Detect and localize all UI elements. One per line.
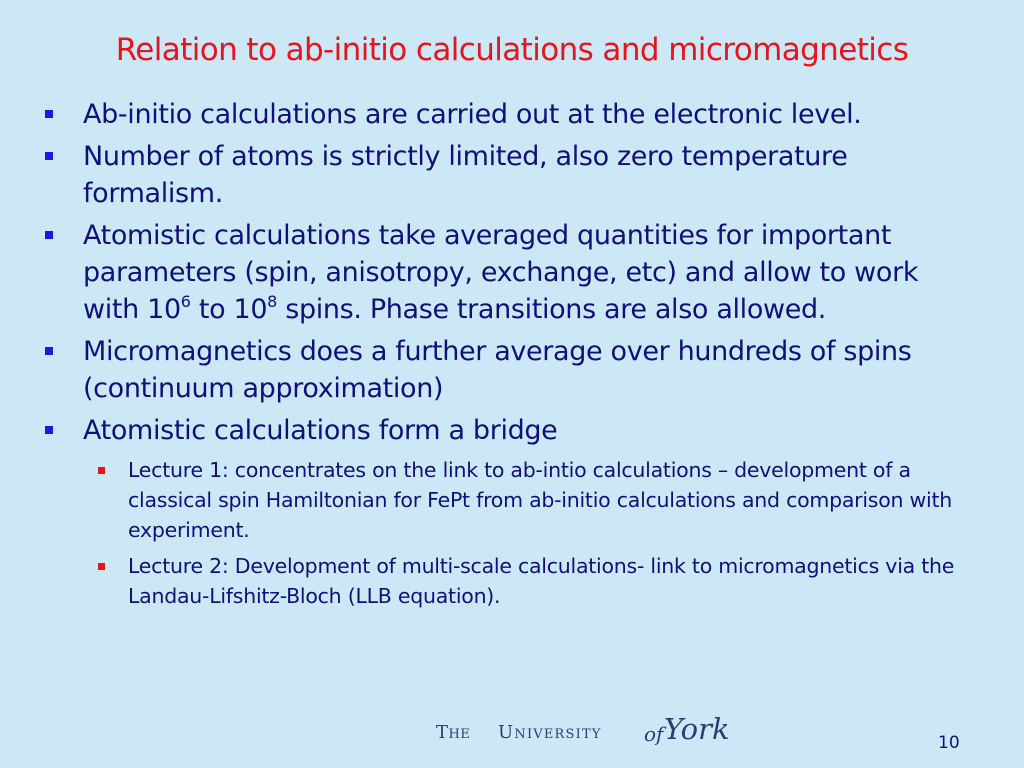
superscript-exponent: 6 — [180, 292, 191, 311]
sub-bullet-list — [83, 455, 980, 611]
sub-bullet-item-lecture-1 — [83, 455, 980, 545]
bullet-text: Number of atoms is strictly limited, also zero temperature formalism. — [83, 141, 848, 209]
bullet-item-number-of-atoms — [40, 138, 980, 212]
square-bullet-icon — [98, 563, 105, 570]
logo-word-york: York — [664, 712, 730, 746]
square-bullet-icon — [45, 231, 53, 239]
sub-bullet-item-lecture-2 — [83, 551, 980, 611]
logo-word-university: University — [498, 722, 602, 743]
square-bullet-icon — [45, 152, 53, 160]
bullet-text: Atomistic calculations form a bridge — [83, 415, 558, 446]
square-bullet-icon — [45, 110, 53, 118]
bullet-text — [83, 220, 918, 325]
superscript-exponent: 8 — [267, 292, 277, 311]
square-bullet-icon — [45, 426, 53, 434]
sub-bullet-text: Lecture 2: Development of multi-scale calculations- link to micromagnetics via the Landau-Lifshitz-Bloch (LLB equation). — [128, 554, 955, 608]
bullet-text-part: Atomistic calculations take averaged quantities for important parameters (spin, anisotropy, exchange, etc) and allow to work with 10 — [83, 220, 919, 325]
logo-word-of: of — [644, 722, 664, 746]
logo-word-the: The — [436, 722, 471, 743]
bullet-item-ab-initio — [40, 96, 980, 133]
bullet-item-bridge — [40, 412, 980, 611]
square-bullet-icon — [45, 347, 53, 355]
bullet-text-part: to 10 — [190, 294, 268, 325]
page-number: 10 — [938, 733, 960, 753]
bullet-item-atomistic-averaged — [40, 217, 980, 328]
bullet-text: Micromagnetics does a further average over hundreds of spins (continuum approximation) — [83, 336, 912, 404]
square-bullet-icon — [98, 467, 105, 474]
sub-bullet-text: Lecture 1: concentrates on the link to ab-intio calculations – development of a classical spin Hamiltonian for FePt from ab-initio calculations and comparison with experiment. — [128, 458, 953, 542]
bullet-list — [40, 96, 980, 616]
bullet-text: Ab-initio calculations are carried out at the electronic level. — [83, 99, 862, 130]
bullet-text-part: spins. Phase transitions are also allowed. — [277, 294, 827, 325]
bullet-item-micromagnetics — [40, 333, 980, 407]
slide-title: Relation to ab-initio calculations and micromagnetics — [115, 32, 909, 68]
